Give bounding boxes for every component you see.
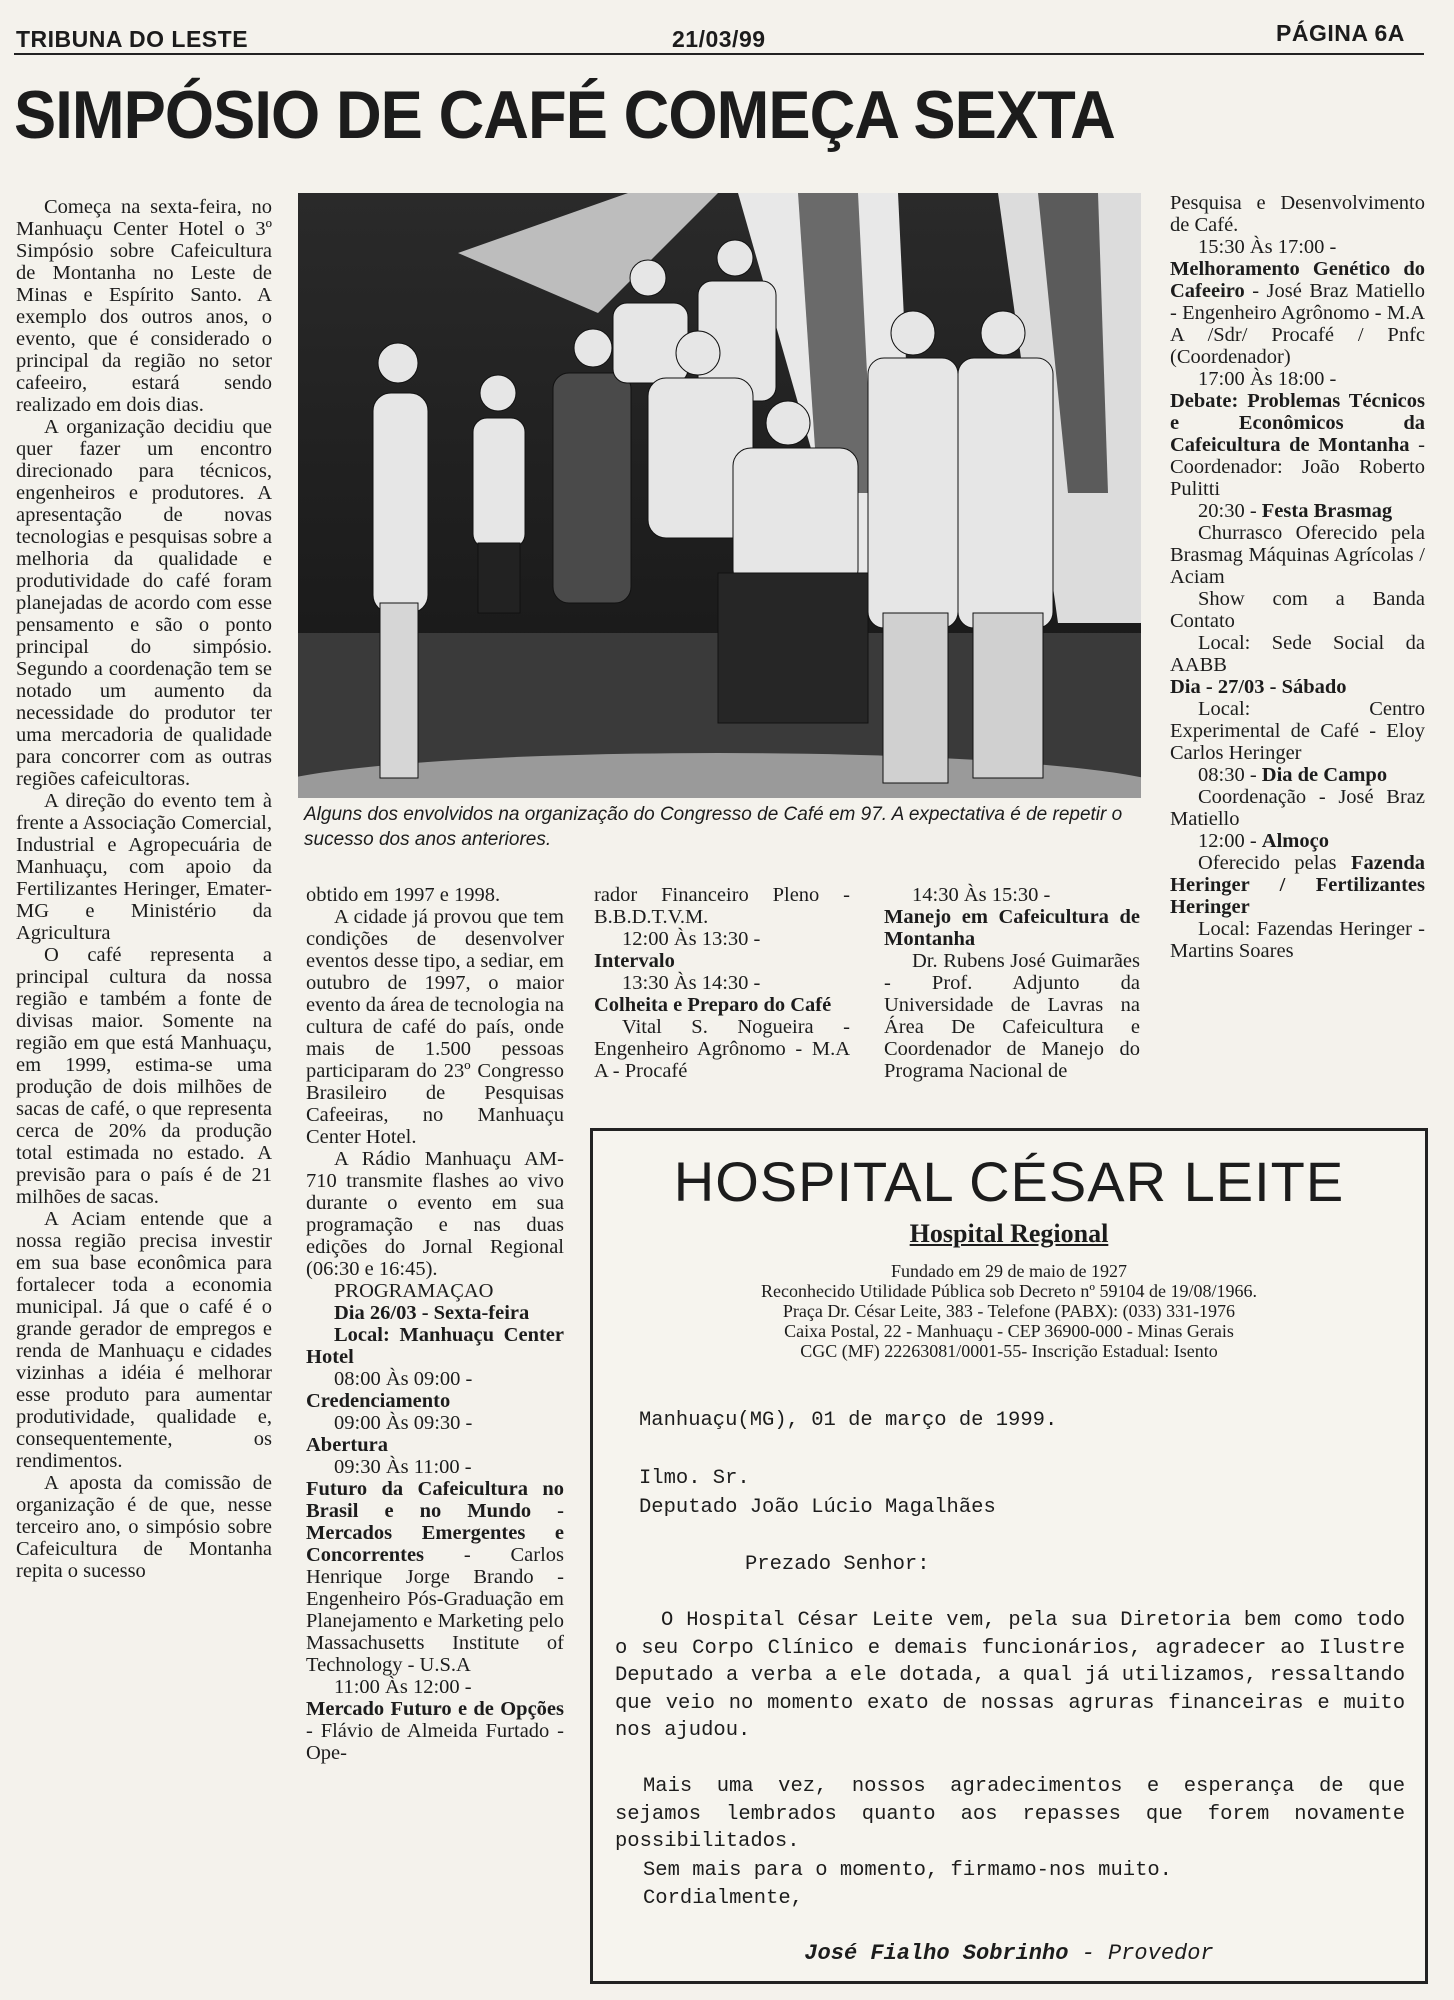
- letter-recipient: Deputado João Lúcio Magalhães: [639, 1496, 996, 1519]
- paragraph: A direção do evento tem à frente a Associação Comercial, Industrial e Agropecuária de Manhuaçu, com apoio da Fertilizantes Heringer, Emater-MG e Ministério da Agricultura: [16, 790, 272, 944]
- article-column-3: [594, 884, 850, 1082]
- event-title: Debate: Problemas Técnicos e Econômicos da Cafeicultura de Montanha: [1170, 390, 1425, 456]
- header-rule: [14, 53, 1424, 55]
- event-title: Festa Brasmag: [1261, 500, 1393, 522]
- event-title: Manejo em Cafeicultura de Montanha: [884, 906, 1140, 950]
- event-detail: - José Braz Matiello - Engenheiro Agrônomo - M.A A /Sdr/ Procafé / Pnfc (Coordenador): [1170, 280, 1425, 368]
- article-column-4: [884, 884, 1140, 1082]
- paragraph: O café representa a principal cultura da nossa região e também a fonte de divisas maior. Somente na região em que está Manhuaçu, em 1999, estima-se uma produção de dois milhões de sacas de café, o que representa cerca de 20% da produção total estimada no estado. A previsão para o país é de 21 milhões de sacas.: [16, 944, 272, 1208]
- article-column-2: [306, 884, 564, 1764]
- info-line: Fundado em 29 de maio de 1927: [891, 1261, 1127, 1281]
- program-local: [306, 1324, 564, 1368]
- paragraph: A cidade já provou que tem condições de desenvolver eventos desse tipo, a sediar, em outubro de 1997, o maior evento da área de tecnologia na cultura de café do país, onde mais de 1.500 pessoas participaram do 23º Congresso Brasileiro de Pesquisas Cafeeiras, no Manhuaçu Center Hotel.: [306, 906, 564, 1148]
- event-detail: - Coordenador: João Roberto Pulitti: [1170, 434, 1426, 500]
- event-detail: Dr. Rubens José Guimarães - Prof. Adjunto da Universidade de Lavras na Área De Cafeicultura e Coordenador de Manejo do Programa Nacional de: [884, 950, 1140, 1082]
- paragraph: obtido em 1997 e 1998.: [306, 884, 501, 906]
- time-slot: 20:30 -: [1198, 500, 1257, 522]
- article-column-1: [16, 196, 272, 1582]
- event-detail: Local: Fazendas Heringer - Martins Soares: [1170, 918, 1425, 962]
- hospital-name: HOSPITAL CÉSAR LEITE: [673, 1150, 1345, 1213]
- event-title: Almoço: [1261, 830, 1329, 852]
- group-photo-image: [298, 193, 1141, 798]
- paragraph: Começa na sexta-feira, no Manhuaçu Center Hotel o 3º Simpósio sobre Cafeicultura de Montanha no Leste de Minas e Espírito Santo. A exemplo dos outros anos, o evento, que é considerado o principal da região no setor cafeeiro, estará sendo realizado em dois dias.: [16, 196, 272, 416]
- time-slot: 09:00 Às 09:30 -: [334, 1412, 473, 1434]
- letter-date: Manhuaçu(MG), 01 de março de 1999.: [639, 1409, 1058, 1432]
- newspaper-name: TRIBUNA DO LESTE: [16, 26, 249, 52]
- event-detail: Oferecido pelas: [1198, 852, 1337, 874]
- event-title: Futuro da Cafeicultura no Brasil e no Mundo - Mercados Emergentes e Concorrentes: [306, 1478, 564, 1566]
- time-slot: 13:30 Às 14:30 -: [622, 972, 761, 994]
- event-title: Colheita e Preparo do Café: [594, 994, 832, 1016]
- signatory-name: José Fialho Sobrinho: [804, 1941, 1069, 1966]
- info-line: Praça Dr. César Leite, 383 - Telefone (PABX): (033) 331-1976: [782, 1301, 1236, 1321]
- signatory-role: - Provedor: [1081, 1941, 1214, 1966]
- event-title: Abertura: [306, 1434, 388, 1456]
- event-title: Fazenda Heringer / Fertilizantes Heringer: [1170, 852, 1426, 918]
- letter-recipient-title: Ilmo. Sr.: [639, 1467, 750, 1490]
- program-day: [306, 1302, 564, 1324]
- hospital-letter-ad: [590, 1128, 1428, 1984]
- info-line: Caixa Postal, 22 - Manhuaçu - CEP 36900-000 - Minas Gerais: [784, 1321, 1234, 1341]
- hospital-info: [593, 1261, 1425, 1361]
- event-title: Mercado Futuro e de Opções: [306, 1698, 564, 1720]
- event-title: Dia de Campo: [1261, 764, 1388, 786]
- time-slot: 08:30 -: [1198, 764, 1257, 786]
- event-detail: Coordenação - José Braz Matiello: [1170, 786, 1425, 830]
- photo-caption: Alguns dos envolvidos na organização do Congresso de Café em 97. A expectativa é de repetir o sucesso dos anos anteriores.: [304, 804, 1123, 850]
- event-title: Credenciamento: [306, 1390, 451, 1412]
- event-detail: Local: Sede Social da AABB: [1170, 632, 1425, 676]
- event-detail: Churrasco Oferecido pela Brasmag Máquinas Agrícolas / Aciam: [1170, 522, 1425, 588]
- issue-date: 21/03/99: [672, 26, 766, 52]
- program-day-label: Dia 26/03 - Sexta-feira: [334, 1302, 530, 1324]
- letter-body: O Hospital César Leite vem, pela sua Diretoria bem como todo o seu Corpo Clínico e demais funcionários, agradecer ao Ilustre Deputado a verba a ele dotada, a qual já utilizamos, ressaltando que veio no momento exato de nossas agruras financeiras e muito nos ajudou.: [615, 1609, 1405, 1743]
- paragraph: A Rádio Manhuaçu AM-710 transmite flashes ao vivo durante o evento em sua programação e nas duas edições do Jornal Regional (06:30 e 16:45).: [306, 1148, 564, 1280]
- program-heading: PROGRAMAÇAO: [334, 1280, 494, 1302]
- headline: SIMPÓSIO DE CAFÉ COMEÇA SEXTA: [14, 77, 1115, 153]
- hospital-subtitle: Hospital Regional: [909, 1219, 1109, 1248]
- time-slot: 12:00 Às 13:30 -: [622, 928, 761, 950]
- letter-greeting: Prezado Senhor:: [745, 1553, 930, 1576]
- program-day-label: Dia - 27/03 - Sábado: [1170, 676, 1347, 698]
- group-photo: [298, 193, 1141, 798]
- local-label: Local:: [334, 1324, 390, 1346]
- time-slot: 17:00 Às 18:00 -: [1198, 368, 1337, 390]
- event-title: Melhoramento Genético do Cafeeiro: [1170, 258, 1425, 302]
- letter-body: Mais uma vez, nossos agradecimentos e esperança de que sejamos lembrados quanto aos repasses que forem novamente possibilitados.: [615, 1775, 1405, 1854]
- info-line: Reconhecido Utilidade Pública sob Decreto nº 59104 de 19/08/1966.: [761, 1281, 1257, 1301]
- event-detail: - Carlos Henrique Jorge Brando - Engenheiro Pós-Graduação em Planejamento e Marketing pelo Massachusetts Institute of Technology - U.S.A: [306, 1544, 564, 1676]
- time-slot: 08:00 Às 09:00 -: [334, 1368, 473, 1390]
- time-slot: 09:30 Às 11:00 -: [334, 1456, 472, 1478]
- event-detail: Local: Centro Experimental de Café - Eloy Carlos Heringer: [1170, 698, 1425, 764]
- letter-signature: [593, 1941, 1425, 1966]
- event-detail: - Flávio de Almeida Furtado - Ope-: [306, 1720, 564, 1764]
- event-detail: Show com a Banda Contato: [1170, 588, 1425, 632]
- page-number: PÁGINA 6A: [1276, 20, 1405, 46]
- letter-body: Sem mais para o momento, firmamo-nos muito.: [643, 1859, 1172, 1882]
- paragraph: Pesquisa e Desenvolvimento de Café.: [1170, 192, 1425, 236]
- paragraph: rador Financeiro Pleno - B.B.D.T.V.M.: [594, 884, 850, 928]
- paragraph: A organização decidiu que quer fazer um encontro direcionado para técnicos, engenheiros e produtores. A apresentação de novas tecnologias e pesquisas sobre a melhoria da qualidade e produtividade do café foram planejadas de acordo com esse pensamento e são o ponto principal do simpósio. Segundo a coordenação tem se notado um aumento da necessidade do produtor ter uma mercadoria de qualidade para concorrer com as outras regiões cafeicultoras.: [16, 416, 272, 790]
- time-slot: 15:30 Às 17:00 -: [1198, 236, 1337, 258]
- article-column-5: [1170, 192, 1425, 962]
- info-line: CGC (MF) 22263081/0001-55- Inscrição Estadual: Isento: [800, 1341, 1218, 1361]
- paragraph: A aposta da comissão de organização é de que, nesse terceiro ano, o simpósio sobre Cafeicultura de Montanha repita o sucesso: [16, 1472, 272, 1582]
- time-slot: 11:00 Às 12:00 -: [334, 1676, 472, 1698]
- event-title: Intervalo: [594, 950, 675, 972]
- time-slot: 12:00 -: [1198, 830, 1257, 852]
- time-slot: 14:30 Às 15:30 -: [912, 884, 1051, 906]
- letter-closing: Cordialmente,: [643, 1887, 803, 1910]
- event-detail: Vital S. Nogueira - Engenheiro Agrônomo - M.A A - Procafé: [594, 1016, 850, 1082]
- paragraph: A Aciam entende que a nossa região precisa investir em sua base econômica para fortalecer toda a economia municipal. Já que o café é o grande gerador de empregos e renda de Manhuaçu e cidades vizinhas a idéia é melhorar esse produto para aumentar produtividade, qualidade e, consequentemente, os rendimentos.: [16, 1208, 272, 1472]
- local-value: Manhuaçu Center Hotel: [306, 1324, 564, 1368]
